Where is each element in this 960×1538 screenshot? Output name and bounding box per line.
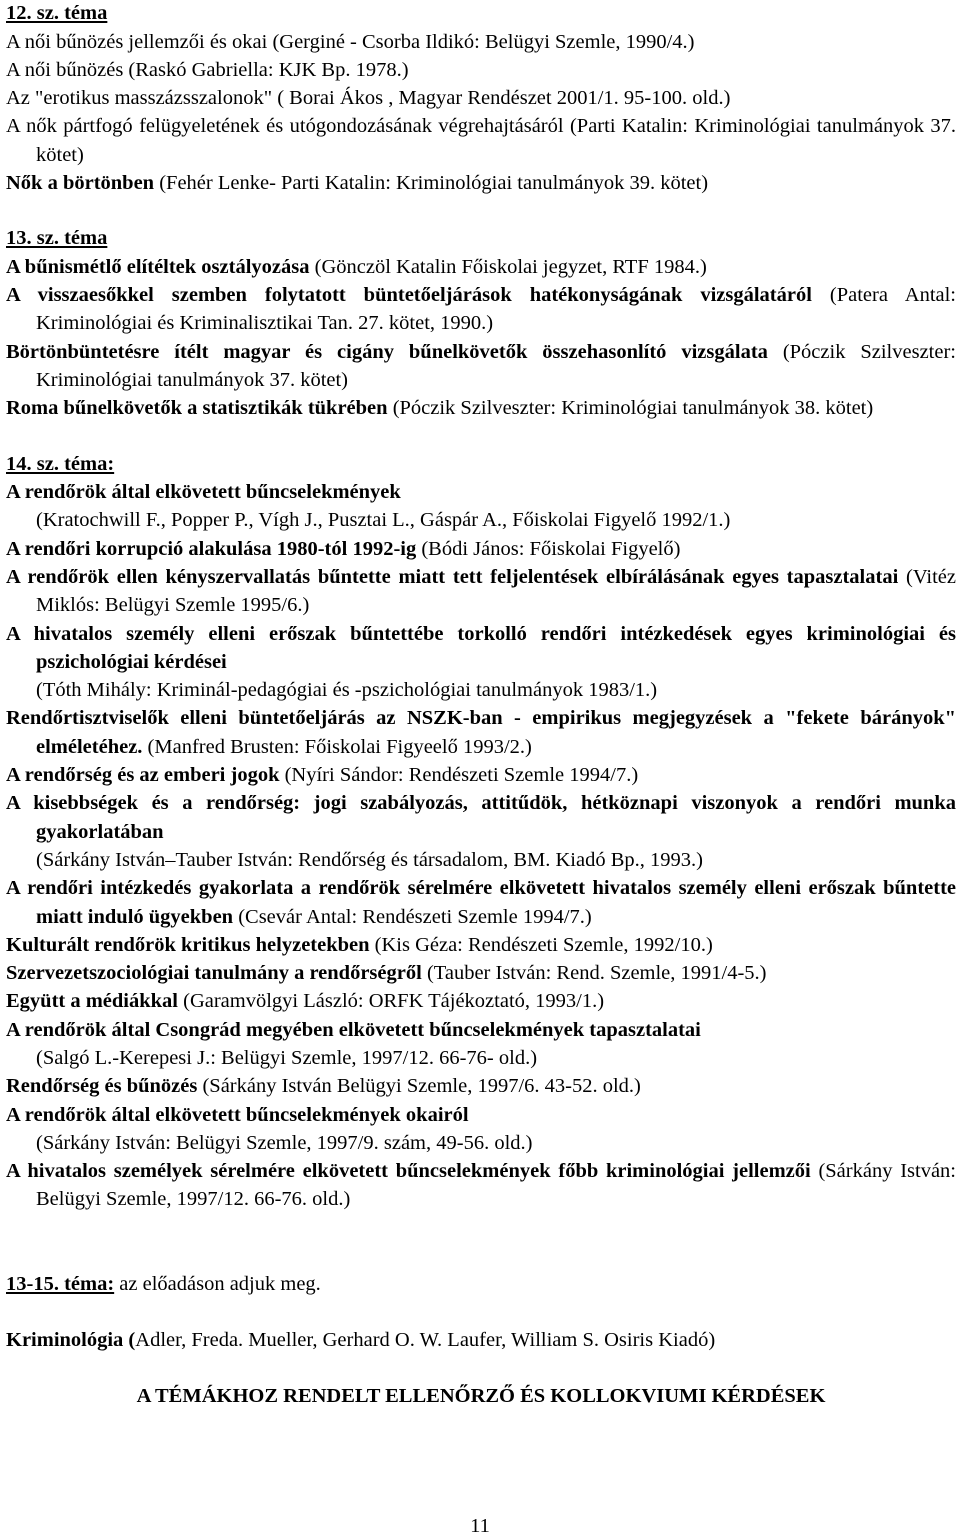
topic-12 xyxy=(6,0,956,197)
note xyxy=(6,1270,956,1298)
list-item: Szervezetszociológiai tanulmány a rendőrségről (Tauber István: Rend. Szemle, 1991/4-5.) xyxy=(6,962,767,985)
citation: (Kratochwill F., Popper P., Vígh J., Pusztai L., Gáspár A., Főiskolai Figyelő 1992/1.) xyxy=(36,509,731,532)
book-label: Kriminológia ( xyxy=(6,1329,136,1352)
list-item: A női bűnözés jellemzői és okai (Gerginé - Csorba Ildikó: Belügyi Szemle, 1990/4.) xyxy=(6,30,695,53)
book-reference xyxy=(6,1326,956,1354)
list-item: A visszaesőkkel szemben folytatott büntetőeljárások hatékonyságának vizsgálatáról (Patera Antal: Kriminológiai és Kriminalisztikai Tan. 27. kötet, 1990.) xyxy=(6,284,957,335)
list-item: Nők a börtönben (Fehér Lenke- Parti Katalin: Kriminológiai tanulmányok 39. kötet) xyxy=(6,171,709,194)
list-item: A kisebbségek és a rendőrség: jogi szabályozás, attitűdök, hétköznapi viszonyok a rendőri munka gyakorlatában xyxy=(6,792,956,843)
list-item: A női bűnözés (Raskó Gabriella: KJK Bp. 1978.) xyxy=(6,58,409,81)
citation: (Sárkány István–Tauber István: Rendőrség és társadalom, BM. Kiadó Bp., 1993.) xyxy=(36,848,703,871)
list-item: Börtönbüntetésre ítélt magyar és cigány bűnelkövetők összehasonlító vizsgálata (Póczik Szilveszter: Kriminológiai tanulmányok 37. kötet) xyxy=(6,340,956,391)
list-item: A hivatalos személy elleni erőszak bűntettébe torkolló rendőri intézkedések egyes kriminológiai és pszichológiai kérdései xyxy=(6,622,956,673)
list-item: A rendőrök által elkövetett bűncselekmények okairól xyxy=(6,1103,469,1126)
list-item: A rendőri intézkedés gyakorlata a rendőrök sérelmére elkövetett hivatalos személy elleni erőszak bűntette miatt induló ügyekben (Csevár Antal: Rendészeti Szemle 1994/7.) xyxy=(6,877,956,928)
document-page xyxy=(6,0,956,1411)
topic-heading: 12. sz. téma xyxy=(6,2,108,24)
list-item: Az "erotikus masszázsszalonok" ( Borai Ákos , Magyar Rendészet 2001/1. 95-100. old.) xyxy=(6,87,731,110)
list-item: A rendőrök által elkövetett bűncselekmények xyxy=(6,481,401,504)
topic-heading: 13. sz. téma xyxy=(6,227,108,250)
citation: (Salgó L.-Kerepesi J.: Belügyi Szemle, 1997/12. 66-76- old.) xyxy=(36,1047,538,1069)
list-item: Rendőrség és bűnözés (Sárkány István Belügyi Szemle, 1997/6. 43-52. old.) xyxy=(6,1075,641,1098)
list-item: A rendőrök által Csongrád megyében elkövetett bűncselekmények tapasztalatai xyxy=(6,1018,701,1041)
list-item: A rendőrség és az emberi jogok (Nyíri Sándor: Rendészeti Szemle 1994/7.) xyxy=(6,764,639,787)
list-item: A nők pártfogó felügyeletének és utógondozásának végrehajtásáról (Parti Katalin: Kriminológiai tanulmányok 37. kötet) xyxy=(6,115,956,166)
page-number: 11 xyxy=(470,1515,490,1537)
citation: (Sárkány István: Belügyi Szemle, 1997/9. szám, 49-56. old.) xyxy=(36,1131,533,1154)
list-item: A bűnismétlő elítéltek osztályozása (Gönczöl Katalin Főiskolai jegyzet, RTF 1984.) xyxy=(6,255,707,278)
list-item: A rendőrök ellen kényszervallatás bűntette miatt tett feljelentések elbírálásának egyes tapasztalatai (Vitéz Miklós: Belügyi Szemle 1995/6.) xyxy=(6,565,956,617)
list-item: A rendőri korrupció alakulása 1980-tól 1992-ig (Bódi János: Főiskolai Figyelő) xyxy=(6,537,681,560)
topic-14 xyxy=(6,451,956,1214)
list-item: A hivatalos személyek sérelmére elkövetett bűncselekmények főbb kriminológiai jellemzői (Sárkány István: Belügyi Szemle, 1997/12. 66-76. old.) xyxy=(6,1160,956,1211)
section-title: A TÉMÁKHOZ RENDELT ELLENŐRZŐ ÉS KOLLOKVIUMI KÉRDÉSEK xyxy=(136,1385,826,1408)
list-item: Együtt a médiákkal (Garamvölgyi László: ORFK Tájékoztató, 1993/1.) xyxy=(6,990,605,1013)
citation: (Tóth Mihály: Kriminál-pedagógiai és -pszichológiai tanulmányok 1983/1.) xyxy=(36,679,658,702)
book-text: Adler, Freda. Mueller, Gerhard O. W. Laufer, William S. Osiris Kiadó) xyxy=(135,1329,716,1352)
list-item: Rendőrtisztviselők elleni büntetőeljárás az NSZK-ban - empirikus megjegyzések a "fekete bárányok" elméletéhez. (Manfred Brusten: Főiskolai Figyeelő 1993/2.) xyxy=(6,707,956,758)
note-label: 13-15. téma: xyxy=(6,1272,115,1295)
list-item: Kulturált rendőrök kritikus helyzetekben (Kis Géza: Rendészeti Szemle, 1992/10.) xyxy=(6,933,713,956)
topic-13 xyxy=(6,225,956,422)
note-text: az előadáson adjuk meg. xyxy=(114,1272,321,1295)
topic-heading: 14. sz. téma: xyxy=(6,452,115,475)
list-item: Roma bűnelkövetők a statisztikák tükrében (Póczik Szilveszter: Kriminológiai tanulmányok 38. kötet) xyxy=(6,397,874,420)
